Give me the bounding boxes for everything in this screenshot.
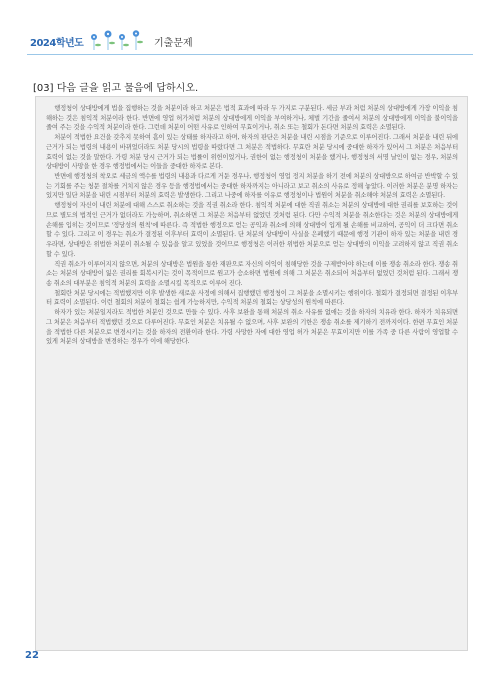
section-title: 기출문제 [154, 38, 193, 49]
flower-decoration-icon [86, 30, 148, 50]
passage-paragraph: 하자가 있는 처분일지라도 적법한 처분인 것으로 만들 수 있다. 사후 보완을 통해 처분의 취소 사유를 없애는 것을 하자의 치유라 한다. 하자가 치유되면 그 처분은 처음부터 적법했던 것으로 다루어진다. 무효인 처분은 치유될 수 없으며, 사후 보완의 기한은 쟁송 취소를 제기하기 전까지이다. 한편 무효인 처분을 적법한 다른 처분으로 변경시키는 것을 하자의 전환이라 한다. 가령 사망한 자에 대한 영업 허가 처분은 무효이지만 이를 가족 중 다른 사람이 영업할 수 있게 처분의 상대방을 변경하는 경우가 이에 해당한다. [46, 309, 458, 346]
passage-paragraph: 직권 취소가 이루어지지 않으면, 처분의 상대방은 법원을 통한 재판으로 자신의 이익이 침해당한 것을 구제받아야 하는데 이를 쟁송 취소라 한다. 쟁송 취소는 처분의 상대방이 잃은 권리를 회복시키는 것이 목적이므로 원고가 승소하면 법원에 의해 그 처분은 취소되어 처음부터 없었던 것처럼 된다. 그래서 쟁송 취소의 대부분은 침익적 처분의 효력을 소멸시킬 목적으로 이루어 진다. [46, 260, 458, 287]
year-label: 2024학년도 [30, 38, 84, 49]
header-divider [27, 54, 473, 55]
passage-box [35, 96, 468, 651]
passage-paragraph: 처분이 적법한 요건을 갖추지 못하여 흠이 있는 상태를 하자라고 하며, 하자의 판단은 처분을 내린 시점을 기준으로 이루어진다. 그래서 처분을 내린 뒤에 근거가 되는 법령의 내용이 바뀌었더라도 처분 당시의 법령을 따랐다면 그 처분은 적법하다. 무효란 처분 당시에 중대한 하자가 있어서 그 처분은 처음부터 효력이 없는 것을 말한다. 가령 처분 당시 근거가 되는 법률이 위헌이었거나, 권한이 없는 행정청이 처분을 했거나, 행정청의 서명 날인이 없는 경우, 처분의 상대방이 사망을 한 경우 행정법에서는 이들을 중대한 하자로 본다. [46, 134, 458, 171]
page-number: 22 [25, 650, 39, 661]
passage-paragraph: 철회란 처분 당시에는 적법했지만 이후 발생한 새로운 사정에 의해서 집행했던 행정청이 그 처분을 소멸시키는 행위이다. 철회가 결정되면 결정된 이후부터 효력이 소멸된다. 이런 철회의 처분이 철회는 쉽게 가능하지만, 수익적 처분의 철회는 상당성의 원칙에 따른다. [46, 289, 458, 307]
passage-paragraph: 행정청이 상대방에게 법을 집행하는 것을 처분이라 하고 처분은 법적 효과에 따라 두 가지로 구분된다. 세금 부과 처럼 처분의 상대방에게 가장 이익을 침해하는 것은 침익적 처분이라 한다. 반면에 영업 허가처럼 처분의 상대방에게 이익을 부여하거나, 체벌 기간을 줄여서 처분의 상대방에게 이익을 불이익을 줄여 주는 것을 수익적 처분이라 한다. 그런데 처분이 어떤 사유로 인하여 무효이거나, 취소 또는 철회가 돈다면 처분의 효력은 소멸된다. [46, 105, 458, 132]
passage-paragraph: 반면에 행정청의 착오로 세금의 액수를 법령의 내용과 다르게 거둔 경우나, 행정청이 영업 정지 처분을 하기 전에 처분의 상대방으로 하여금 반박할 수 있는 기회를 주는 청문 절차를 거치지 않은 경우 등을 행정법에서는 중대한 하자까지는 아니라고 보고 취소의 사유로 정해 놓았다. 이러한 처분은 분명 하자는 있지만 일단 처분을 내린 시점부터 처분의 효력은 발생한다. 그리고 나중에 하자를 이유로 행정청이나 법원이 처분을 취소해야 처분의 효력은 소멸된다. [46, 173, 458, 200]
page-header [30, 32, 475, 50]
passage-paragraph: 행정청이 자신이 내린 처분에 대해 스스로 취소하는 것을 직권 취소라 한다. 침익적 처분에 대한 직권 취소는 처분의 상대방에 대한 권리를 보호하는 것이므로 별도의 법적인 근거가 없더라도 가능하며, 취소하면 그 처분은 처음부터 없었던 것처럼 된다. 다만 수익적 처분을 취소한다는 것은 처분의 상대방에게 손해를 입히는 것이므로 '정당성의 원칙'에 따른다. 즉 적법한 행정으로 얻는 공익과 취소에 의해 상대방이 입게 될 손해를 비교하여, 공익이 더 크다면 취소할 수 있다. 그리고 이 경우는 취소가 결정된 이후부터 효력이 소멸된다. 단 처분의 상대방이 사실을 은폐했기 때문에 행정 기관이 하자 있는 처분을 내린 경우라면, 상대방은 위법한 처분이 취소될 수 있음을 알고 있었을 것이므로 행정청은 이러한 위법한 처분으로 얻는 상대방의 이익을 고려하지 않고 직권 취소할 수 있다. [46, 202, 458, 258]
question-prompt: [03] 다음 글을 읽고 물음에 답하시오. [33, 83, 199, 94]
